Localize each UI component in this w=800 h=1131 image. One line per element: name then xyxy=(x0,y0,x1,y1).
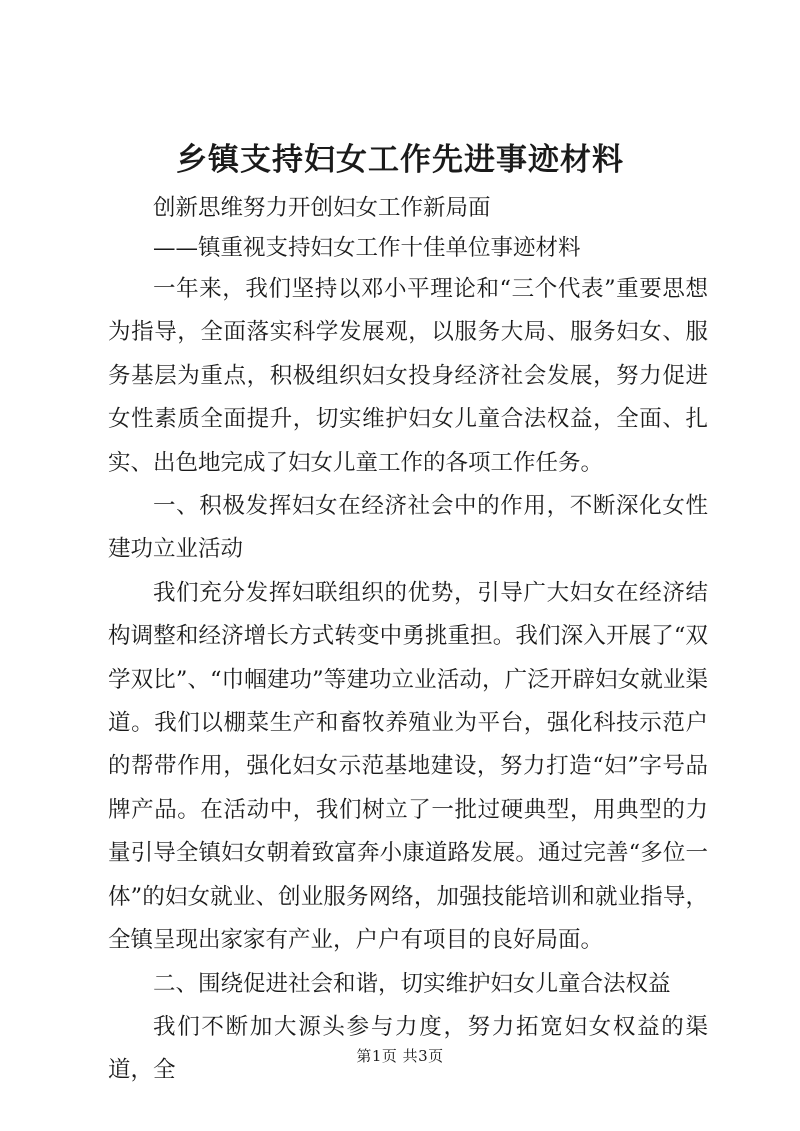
intro-paragraph: 一年来，我们坚持以邓小平理论和“三个代表”重要思想为指导，全面落实科学发展观，以服务大局、服务妇女、服务基层为重点，积极组织妇女投身经济社会发展，努力促进女性素质全面提升，切实维护妇女儿童合法权益，全面、扎实、出色地完成了妇女儿童工作的各项工作任务。 xyxy=(108,276,708,476)
section-2-paragraph: 我们不断加大源头参与力度，努力拓宽妇女权益的渠道，全 xyxy=(108,1013,708,1084)
subtitle-line-1: 创新思维努力开创妇女工作新局面 xyxy=(153,195,491,221)
section-heading-2: 二、围绕促进社会和谐，切实维护妇女儿童合法权益 xyxy=(153,970,671,997)
document-body xyxy=(108,188,708,1093)
page-number-footer: 第1页 共3页 xyxy=(356,1047,444,1065)
document-title: 乡镇支持妇女工作先进事迹材料 xyxy=(176,142,624,178)
section-1-paragraph: 我们充分发挥妇联组织的优势，引导广大妇女在经济结构调整和经济增长方式转变中勇挑重担。我们深入开展了“双学双比”、“巾帼建功”等建功立业活动，广泛开辟妇女就业渠道。我们以棚菜生产和畜牧养殖业为平台，强化科技示范户的帮带作用，强化妇女示范基地建设，努力打造“妇”字号品牌产品。在活动中，我们树立了一批过硬典型，用典型的力量引导全镇妇女朝着致富奔小康道路发展。通过完善“多位一体”的妇女就业、创业服务网络，加强技能培训和就业指导，全镇呈现出家家有产业，户户有项目的良好局面。 xyxy=(108,579,708,954)
subtitle-line-2: ——镇重视支持妇女工作十佳单位事迹材料 xyxy=(153,235,581,261)
section-heading-1: 一、积极发挥妇女在经济社会中的作用，不断深化女性建功立业活动 xyxy=(108,493,708,563)
